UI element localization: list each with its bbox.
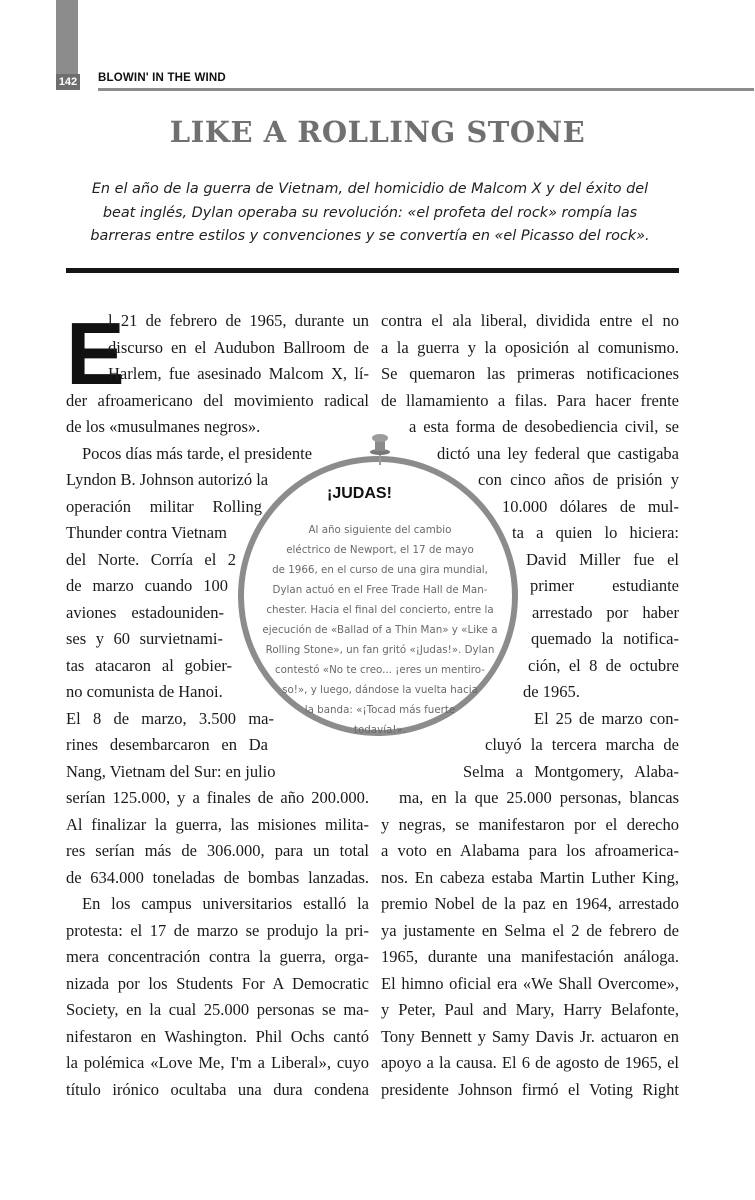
text-line: protesta: el 17 de marzo se produjo la pri-	[66, 920, 369, 940]
text-line: nos. En cabeza estaba Martin Luther King,	[381, 867, 679, 887]
text-line: premio Nobel de la paz en 1964, arrestado	[381, 894, 679, 913]
text-line: arrestado por haber	[532, 602, 679, 622]
pushpin-icon	[369, 432, 391, 466]
lead-rule	[66, 268, 679, 273]
text-line: a voto en Alabama para los afroamerica-	[381, 841, 679, 860]
text-line: quemado la notifica-	[531, 629, 679, 648]
callout-line: todavía!».	[353, 724, 407, 736]
text-line: ses y 60 survietnami-	[66, 629, 223, 648]
lead-line: barreras entre estilos y convenciones y se convertía en «el Picasso del rock».	[90, 228, 650, 244]
text-line: cluyó la tercera marcha de	[485, 735, 679, 754]
text-line: operación militar Rolling	[66, 496, 262, 516]
running-head: BLOWIN' IN THE WIND	[98, 72, 226, 84]
text-line: Society, en la cual 25.000 personas se ma-	[66, 1000, 369, 1019]
callout-line: chester. Hacia el final del concierto, entre la	[266, 604, 494, 616]
text-line: Selma a Montgomery, Alaba-	[463, 761, 679, 781]
text-line: Se quemaron las primeras notificaciones	[381, 364, 679, 383]
text-line: nifestaron en Washington. Phil Ochs cantó	[66, 1026, 369, 1046]
text-line: El himno oficial era «We Shall Overcome»,	[381, 973, 679, 993]
text-line: aviones estadouniden-	[66, 602, 224, 622]
page-number: 142	[56, 74, 80, 90]
text-line: nizada por los Students For A Democratic	[66, 973, 369, 993]
callout-line: Al año siguiente del cambio	[308, 524, 452, 536]
callout-line: de 1966, en el curso de una gira mundial,	[272, 564, 488, 576]
article-lead	[70, 178, 670, 249]
text-line: tas atacaron al gobier-	[66, 655, 232, 675]
text-line: ción, el 8 de octubre	[528, 655, 679, 675]
header-rule	[98, 88, 754, 91]
text-line: y negras, se manifestaron por el derecho	[381, 814, 679, 834]
text-line: 1965, durante una manifestación análoga.	[381, 947, 679, 966]
text-line: El 8 de marzo, 3.500 ma-	[66, 708, 274, 728]
callout-line: Rolling Stone», un fan gritó «¡Judas!». Dylan	[265, 644, 495, 656]
text-line: dictó una ley federal que castigaba	[437, 443, 679, 463]
text-line: Harlem, fue asesinado Malcom X, lí-	[108, 364, 369, 383]
callout-title: ¡JUDAS!	[327, 485, 392, 502]
text-line: ma, en la que 25.000 personas, blancas	[399, 788, 679, 807]
text-line: mera concentración contra la guerra, orga-	[66, 947, 369, 966]
text-line: de los «musulmanes negros».	[66, 417, 261, 436]
text-line: contra el ala liberal, dividida entre el no	[381, 311, 679, 330]
text-line: de 634.000 toneladas de bombas lanzadas.	[66, 867, 369, 887]
text-line: El 25 de marzo con-	[534, 708, 679, 728]
text-line: Pocos días más tarde, el presidente	[82, 443, 313, 463]
text-line: apoyo a la causa. El 6 de agosto de 1965, el	[381, 1053, 679, 1072]
lead-line: En el año de la guerra de Vietnam, del homicidio de Malcom X y del éxito del	[91, 181, 649, 197]
text-line: Al finalizar la guerra, las misiones milita-	[66, 814, 369, 834]
text-line: a esta forma de desobediencia civil, se	[409, 417, 679, 436]
text-line: David Miller fue el	[526, 549, 679, 569]
callout-line: so!», y luego, dándose la vuelta hacia	[282, 684, 478, 696]
article-title: LIKE A ROLLING STONE	[169, 115, 586, 149]
text-line: Nang, Vietnam del Sur: en julio	[66, 761, 276, 781]
text-line: con cinco años de prisión y	[478, 470, 679, 489]
text-line: ya justamente en Selma el 2 de febrero de	[381, 920, 679, 940]
text-line: presidente Johnson firmó el Voting Right	[381, 1079, 679, 1099]
text-line: der afroamericano del movimiento radical	[66, 390, 369, 410]
callout-text	[250, 520, 510, 740]
text-line: discurso en el Audubon Ballroom de	[108, 337, 369, 357]
text-line: rines desembarcaron en Da	[66, 735, 268, 754]
callout-line: eléctrico de Newport, el 17 de mayo	[286, 544, 474, 556]
text-line: Thunder contra Vietnam	[66, 523, 227, 542]
text-line: 10.000 dólares de mul-	[502, 496, 679, 516]
text-line: serían 125.000, y a finales de año 200.000.	[66, 788, 369, 807]
drop-cap: E	[66, 304, 125, 403]
text-line: Lyndon B. Johnson autorizó la	[66, 470, 269, 489]
text-line: a la guerra y la oposición al comunismo.	[381, 337, 679, 357]
text-line: En los campus universitarios estalló la	[82, 894, 369, 913]
callout-line: la banda: «¡Tocad más fuerte	[304, 704, 456, 716]
text-line: y Peter, Paul and Mary, Harry Belafonte,	[381, 1000, 679, 1019]
text-line: la polémica «Love Me, I'm a Liberal», cuyo	[66, 1053, 369, 1072]
text-line: de llamamiento a filas. Para hacer frente	[381, 390, 679, 410]
text-line: res serían más de 306.000, para un total	[66, 841, 369, 860]
text-line: no comunista de Hanoi.	[66, 682, 223, 701]
callout-line: ejecución de «Ballad of a Thin Man» y «Like a	[262, 624, 498, 636]
text-line: de marzo cuando 100	[66, 576, 228, 595]
text-line: de 1965.	[523, 682, 580, 701]
text-line: título irónico ocultaba una dura condena	[66, 1079, 369, 1099]
callout-line: Dylan actuó en el Free Trade Hall de Man-	[272, 584, 488, 596]
text-line: primer estudiante	[530, 576, 679, 595]
text-line: l 21 de febrero de 1965, durante un	[108, 311, 369, 330]
text-line: del Norte. Corría el 2	[66, 549, 236, 569]
callout-line: contestó «No te creo... ¡eres un mentiro-	[274, 664, 486, 676]
text-line: Tony Bennett y Samy Davis Jr. actuaron en	[381, 1026, 679, 1046]
text-line: ta a quien lo hiciera:	[512, 523, 679, 542]
lead-line: beat inglés, Dylan operaba su revolución: «el profeta del rock» rompía las	[102, 204, 638, 221]
